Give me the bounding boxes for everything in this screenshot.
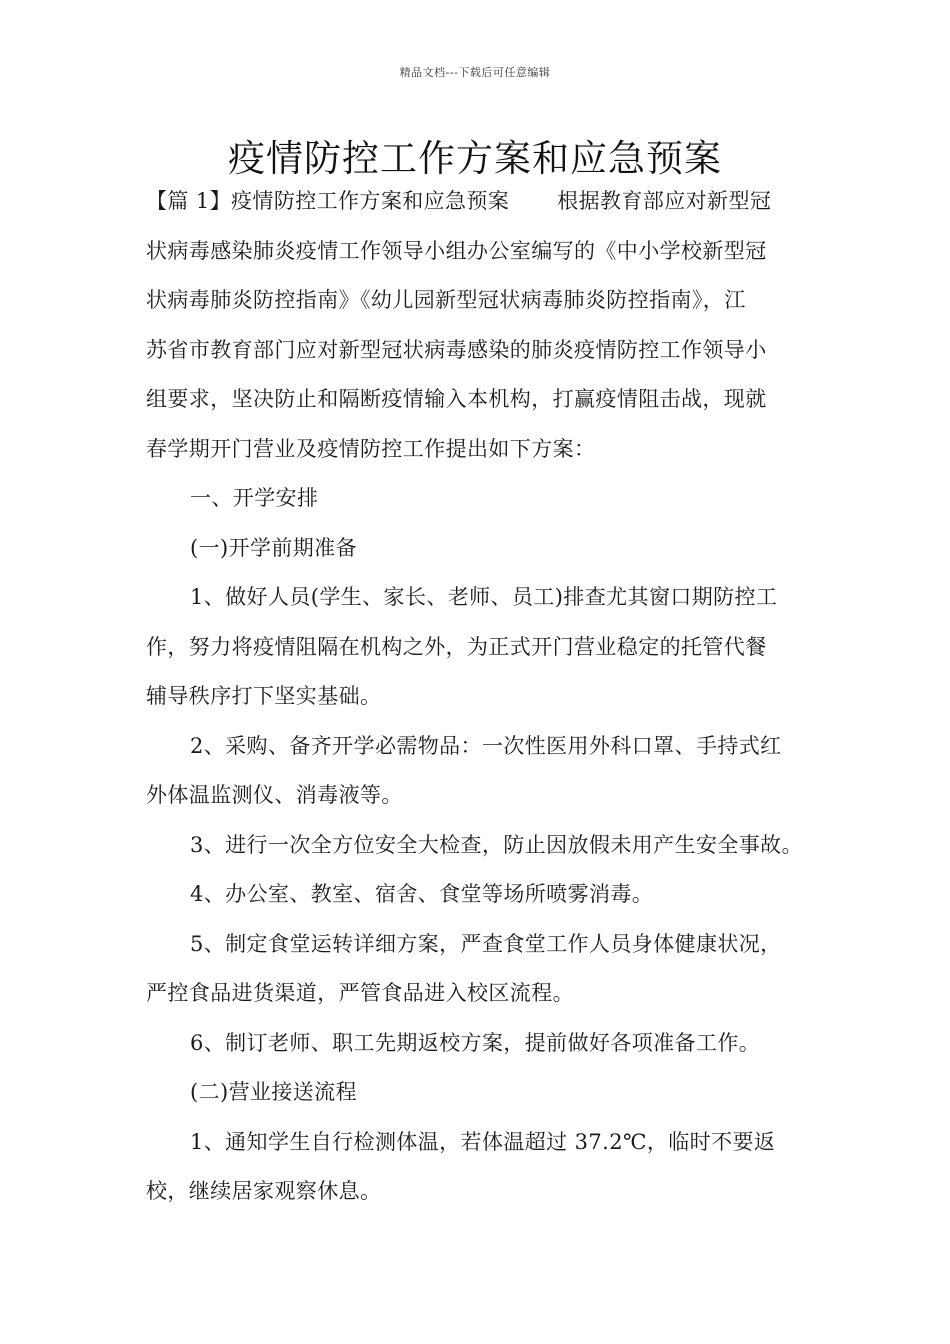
item-2-line-1: 2、采购、备齐开学必需物品：一次性医用外科口罩、手持式红 (190, 733, 782, 758)
item-3: 3、进行一次全方位安全大检查，防止因放假未用产生安全事故。 (190, 832, 803, 857)
intro-line-1 (146, 177, 816, 227)
pickup-item-1-line-2: 校，继续居家观察休息。 (146, 1179, 382, 1203)
subheading-preparation: (一)开学前期准备 (190, 535, 357, 560)
item-5-line-2: 严控食品进货渠道，严管食品进入校区流程。 (146, 981, 574, 1005)
page-header: 精品文档---下载后可任意编辑 (399, 66, 551, 79)
document-title: 疫情防控工作方案和应急预案 (228, 137, 722, 180)
document-body (146, 177, 816, 1217)
intro-line-6: 春学期开门营业及疫情防控工作提出如下方案： (146, 436, 596, 461)
item-4: 4、办公室、教室、宿舍、食堂等场所喷雾消毒。 (190, 882, 654, 906)
section-label: 【篇 1】疫情防控工作方案和应急预案 (146, 189, 510, 213)
intro-line-4: 苏省市教育部门应对新型冠状病毒感染的肺炎疫情防控工作领导小 (146, 337, 767, 362)
item-1-line-2: 作，努力将疫情阻隔在机构之外，为正式开门营业稳定的托管代餐 (146, 634, 767, 659)
item-2-line-2: 外体温监测仪、消毒液等。 (146, 783, 403, 807)
pickup-item-1-line-1: 1、通知学生自行检测体温，若体温超过 37.2℃，临时不要返 (190, 1129, 776, 1154)
intro-line-3: 状病毒肺炎防控指南》《幼儿园新型冠状病毒肺炎防控指南》，江 (146, 288, 746, 312)
intro-line-5: 组要求，坚决防止和隔断疫情输入本机构，打赢疫情阻击战，现就 (146, 387, 767, 411)
intro-line-2: 状病毒感染肺炎疫情工作领导小组办公室编写的《中小学校新型冠 (146, 238, 767, 263)
intro-text-start: 根据教育部应对新型冠 (557, 189, 772, 213)
subheading-pickup: (二)营业接送流程 (190, 1080, 357, 1104)
item-5-line-1: 5、制定食堂运转详细方案，严查食堂工作人员身体健康状况， (190, 931, 782, 956)
heading-enrollment: 一、开学安排 (190, 486, 319, 510)
item-6: 6、制订老师、职工先期返校方案，提前做好各项准备工作。 (190, 1030, 761, 1055)
item-1-line-1: 1、做好人员(学生、家长、老师、员工)排查尤其窗口期防控工 (190, 585, 778, 609)
item-1-line-3: 辅导秩序打下坚实基础。 (146, 684, 382, 708)
